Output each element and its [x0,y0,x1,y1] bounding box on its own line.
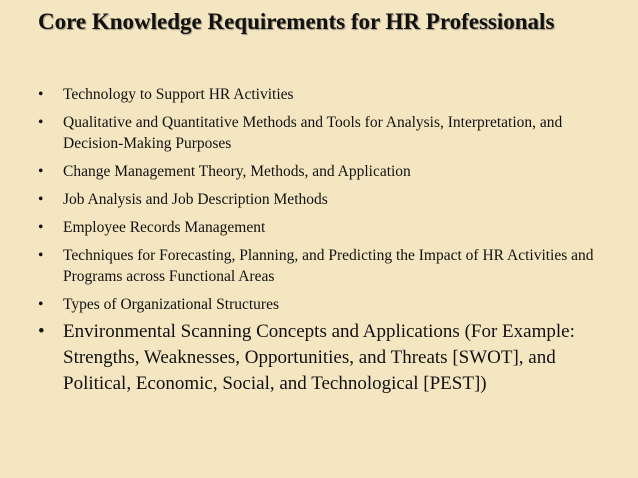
bullet-item [38,319,614,397]
bullet-icon: • [38,163,44,180]
bullet-text: Technology to Support HR Activities [63,86,294,103]
bullet-item [38,245,614,287]
bullet-text: Environmental Scanning Concepts and Applications (For Example: Strengths, Weaknesses, Opportunities, and Threats [SWOT], and Political, Economic, Social, and Technological [PEST]) [63,321,575,394]
slide-title: Core Knowledge Requirements for HR Professionals [38,9,555,34]
bullet-icon: • [38,219,44,236]
bullet-item [38,161,614,182]
bullet-item [38,112,614,154]
bullet-item [38,84,614,105]
bullet-icon: • [38,114,44,131]
bullet-icon: • [38,296,44,313]
bullet-item [38,294,614,315]
bullet-list [38,84,614,397]
bullet-item [38,189,614,210]
bullet-text: Employee Records Management [63,219,266,236]
bullet-item [38,217,614,238]
bullet-icon: • [38,86,44,103]
bullet-text: Change Management Theory, Methods, and Application [63,163,411,180]
bullet-icon: • [38,321,45,342]
bullet-text: Qualitative and Quantitative Methods and Tools for Analysis, Interpretation, and Decision-Making Purposes [63,114,563,152]
bullet-icon: • [38,191,44,208]
bullet-text: Job Analysis and Job Description Methods [63,191,328,208]
bullet-text: Techniques for Forecasting, Planning, and Predicting the Impact of HR Activities and Programs across Functional Areas [63,247,594,285]
bullet-text: Types of Organizational Structures [63,296,280,313]
bullet-icon: • [38,247,44,264]
